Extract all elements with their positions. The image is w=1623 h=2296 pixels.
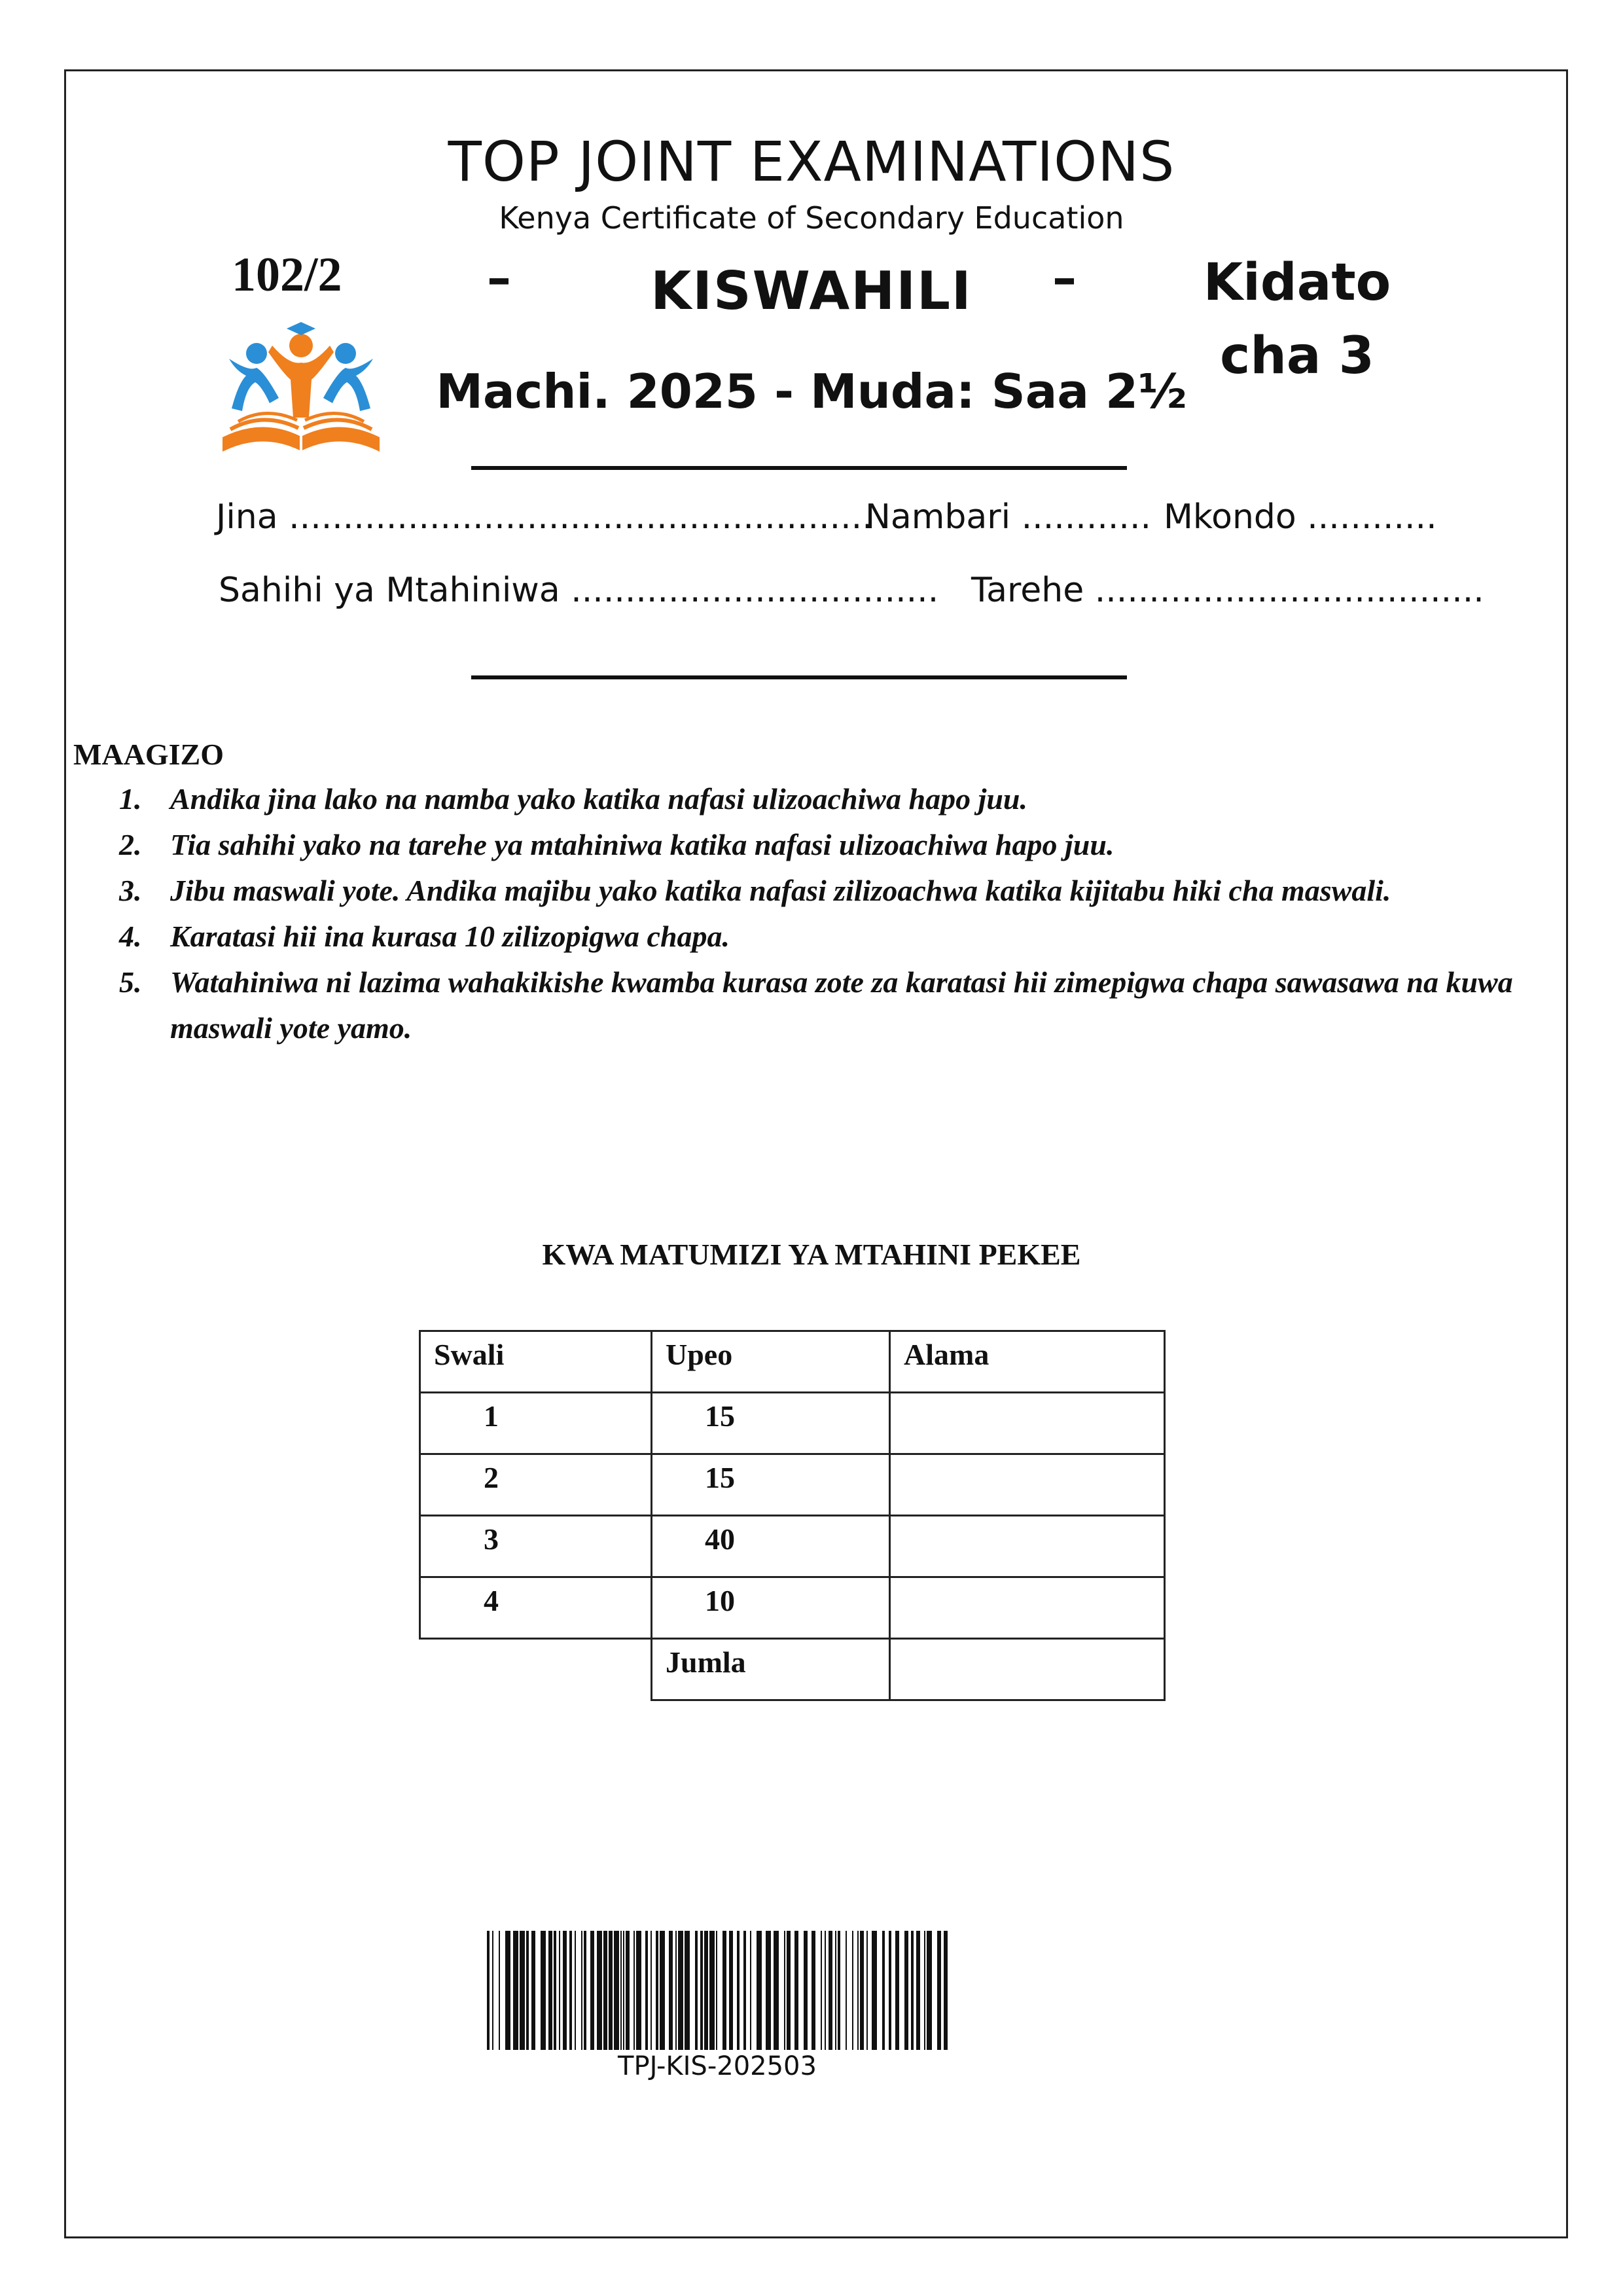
barcode-bar [829,1931,832,2050]
total-row [420,1639,1165,1700]
barcode-bar [743,1931,746,2050]
subject-title: KISWAHILI [651,260,972,321]
score-cell[interactable] [890,1577,1165,1639]
barcode-bar [700,1931,703,2050]
barcode-bar [569,1931,572,2050]
form-level: Kidato cha 3 [1203,253,1391,386]
date-duration: Machi. 2025 - Muda: Saa 2½ [436,364,1187,419]
question-number: 1 [420,1393,652,1454]
instruction-number: 2. [119,828,142,861]
instruction-text: Karatasi hii ina kurasa 10 zilizopigwa chapa. [170,920,730,953]
barcode-bar [784,1931,785,2050]
barcode-bar [750,1931,751,2050]
barcode-bar [872,1931,877,2050]
barcode-bar [675,1931,677,2050]
stream-field[interactable]: Mkondo ............ [1164,497,1437,537]
barcode-bar [669,1931,673,2050]
instruction-text: Watahiniwa ni lazima wahakikishe kwamba kurasa zote za karatasi hii zimepigwa chapa sawasawa na kuwa maswali yote yamo. [170,965,1513,1045]
barcode-bar [821,1931,822,2050]
barcode [487,1931,948,2050]
barcode-bar [633,1931,635,2050]
barcode-bar [636,1931,641,2050]
instruction-item [119,776,1520,822]
barcode-bar [889,1931,891,2050]
paper-code: 102/2 [232,248,342,302]
barcode-bar [812,1931,815,2050]
barcode-bar [937,1931,941,2050]
name-field[interactable]: Jina ...................................................... [216,497,873,537]
barcode-bar [882,1931,885,2050]
max-score: 10 [652,1577,890,1639]
barcode-bar [804,1931,808,2050]
barcode-bar [766,1931,771,2050]
barcode-bar [787,1931,791,2050]
max-score: 40 [652,1516,890,1577]
barcode-bar [916,1931,920,2050]
barcode-bar [623,1931,624,2050]
barcode-bar [835,1931,836,2050]
barcode-bar [846,1931,847,2050]
max-score: 15 [652,1393,890,1454]
barcode-bar [526,1931,529,2050]
barcode-bar [660,1931,665,2050]
barcode-bar [554,1931,556,2050]
barcode-bar [548,1931,552,2050]
barcode-bar [904,1931,908,2050]
barcode-bar [866,1931,868,2050]
instruction-text: Tia sahihi yako na tarehe ya mtahiniwa katika nafasi ulizoachiwa hapo juu. [170,828,1115,861]
question-number: 2 [420,1454,652,1516]
header-rule-top [471,466,1127,470]
barcode-bar [581,1931,582,2050]
barcode-bar [757,1931,762,2050]
table-row [420,1577,1165,1639]
school-logo-icon [216,319,386,458]
score-cell[interactable] [890,1393,1165,1454]
instruction-number: 4. [119,920,142,953]
barcode-bar [614,1931,619,2050]
barcode-bar [685,1931,690,2050]
barcode-bar [575,1931,576,2050]
exam-subtitle: Kenya Certificate of Secondary Education [499,200,1124,236]
marks-table [419,1330,1166,1701]
barcode-bar [559,1931,560,2050]
barcode-bar [927,1931,932,2050]
instruction-number: 3. [119,874,142,907]
barcode-bar [645,1931,648,2050]
barcode-bar [590,1931,594,2050]
barcode-bar [626,1931,630,2050]
barcode-bar [603,1931,607,2050]
barcode-bar [857,1931,859,2050]
instruction-number: 1. [119,782,142,816]
barcode-bar [737,1931,740,2050]
barcode-bar [505,1931,510,2050]
barcode-bar [704,1931,708,2050]
table-row [420,1393,1165,1454]
instruction-item [119,960,1520,1051]
max-score: 15 [652,1454,890,1516]
header-rule-bottom [471,675,1127,679]
barcode-bar [895,1931,899,2050]
question-number: 4 [420,1577,652,1639]
barcode-bar [656,1931,658,2050]
instruction-number: 5. [119,965,142,999]
barcode-text: TPJ-KIS-202503 [618,2051,817,2081]
barcode-bar [597,1931,602,2050]
barcode-bar [860,1931,864,2050]
date-field[interactable]: Tarehe .................................... [971,571,1484,610]
column-header-swali: Swali [420,1331,652,1393]
instruction-text: Andika jina lako na namba yako katika nafasi ulizoachiwa hapo juu. [170,782,1028,816]
table-row [420,1516,1165,1577]
column-header-upeo: Upeo [652,1331,890,1393]
exam-title: TOP JOINT EXAMINATIONS [448,130,1175,194]
barcode-bar [513,1931,518,2050]
column-header-alama: Alama [890,1331,1165,1393]
total-score-cell[interactable] [890,1639,1165,1700]
barcode-bar [487,1931,490,2050]
empty-cell [420,1639,652,1700]
examiner-heading: KWA MATUMIZI YA MTAHINI PEKEE [542,1238,1081,1271]
barcode-bar [852,1931,853,2050]
barcode-bar [678,1931,683,2050]
question-number: 3 [420,1516,652,1577]
instruction-item [119,914,1520,960]
barcode-bar [563,1931,567,2050]
barcode-bar [709,1931,715,2050]
table-row [420,1454,1165,1516]
instructions-list [119,776,1520,1051]
instructions-heading: MAAGIZO [73,738,224,771]
instruction-text: Jibu maswali yote. Andika majibu yako katika nafasi zilizoachwa katika kijitabu hiki cha maswali. [170,874,1391,907]
barcode-bar [492,1931,493,2050]
barcode-bar [924,1931,925,2050]
instruction-item [119,868,1520,914]
total-label: Jumla [652,1639,890,1700]
table-header-row [420,1331,1165,1393]
barcode-bar [609,1931,613,2050]
barcode-bar [825,1931,826,2050]
barcode-bar [695,1931,698,2050]
barcode-bar [911,1931,914,2050]
barcode-bar [794,1931,798,2050]
barcode-bar [520,1931,525,2050]
instruction-item [119,822,1520,868]
number-field[interactable]: Nambari ............ [865,497,1151,537]
barcode-bar [774,1931,779,2050]
barcode-bar [722,1931,726,2050]
dash-right: – [1052,250,1077,306]
barcode-bar [944,1931,948,2050]
barcode-bar [729,1931,733,2050]
score-cell[interactable] [890,1454,1165,1516]
dash-left: – [487,250,511,306]
barcode-bar [531,1931,535,2050]
barcode-bar [584,1931,586,2050]
barcode-bar [499,1931,500,2050]
barcode-bar [651,1931,652,2050]
barcode-bar [838,1931,840,2050]
barcode-bar [716,1931,717,2050]
signature-field[interactable]: Sahihi ya Mtahiniwa .................................. [219,571,939,610]
score-cell[interactable] [890,1516,1165,1577]
barcode-bar [541,1931,546,2050]
barcode-bar [620,1931,622,2050]
